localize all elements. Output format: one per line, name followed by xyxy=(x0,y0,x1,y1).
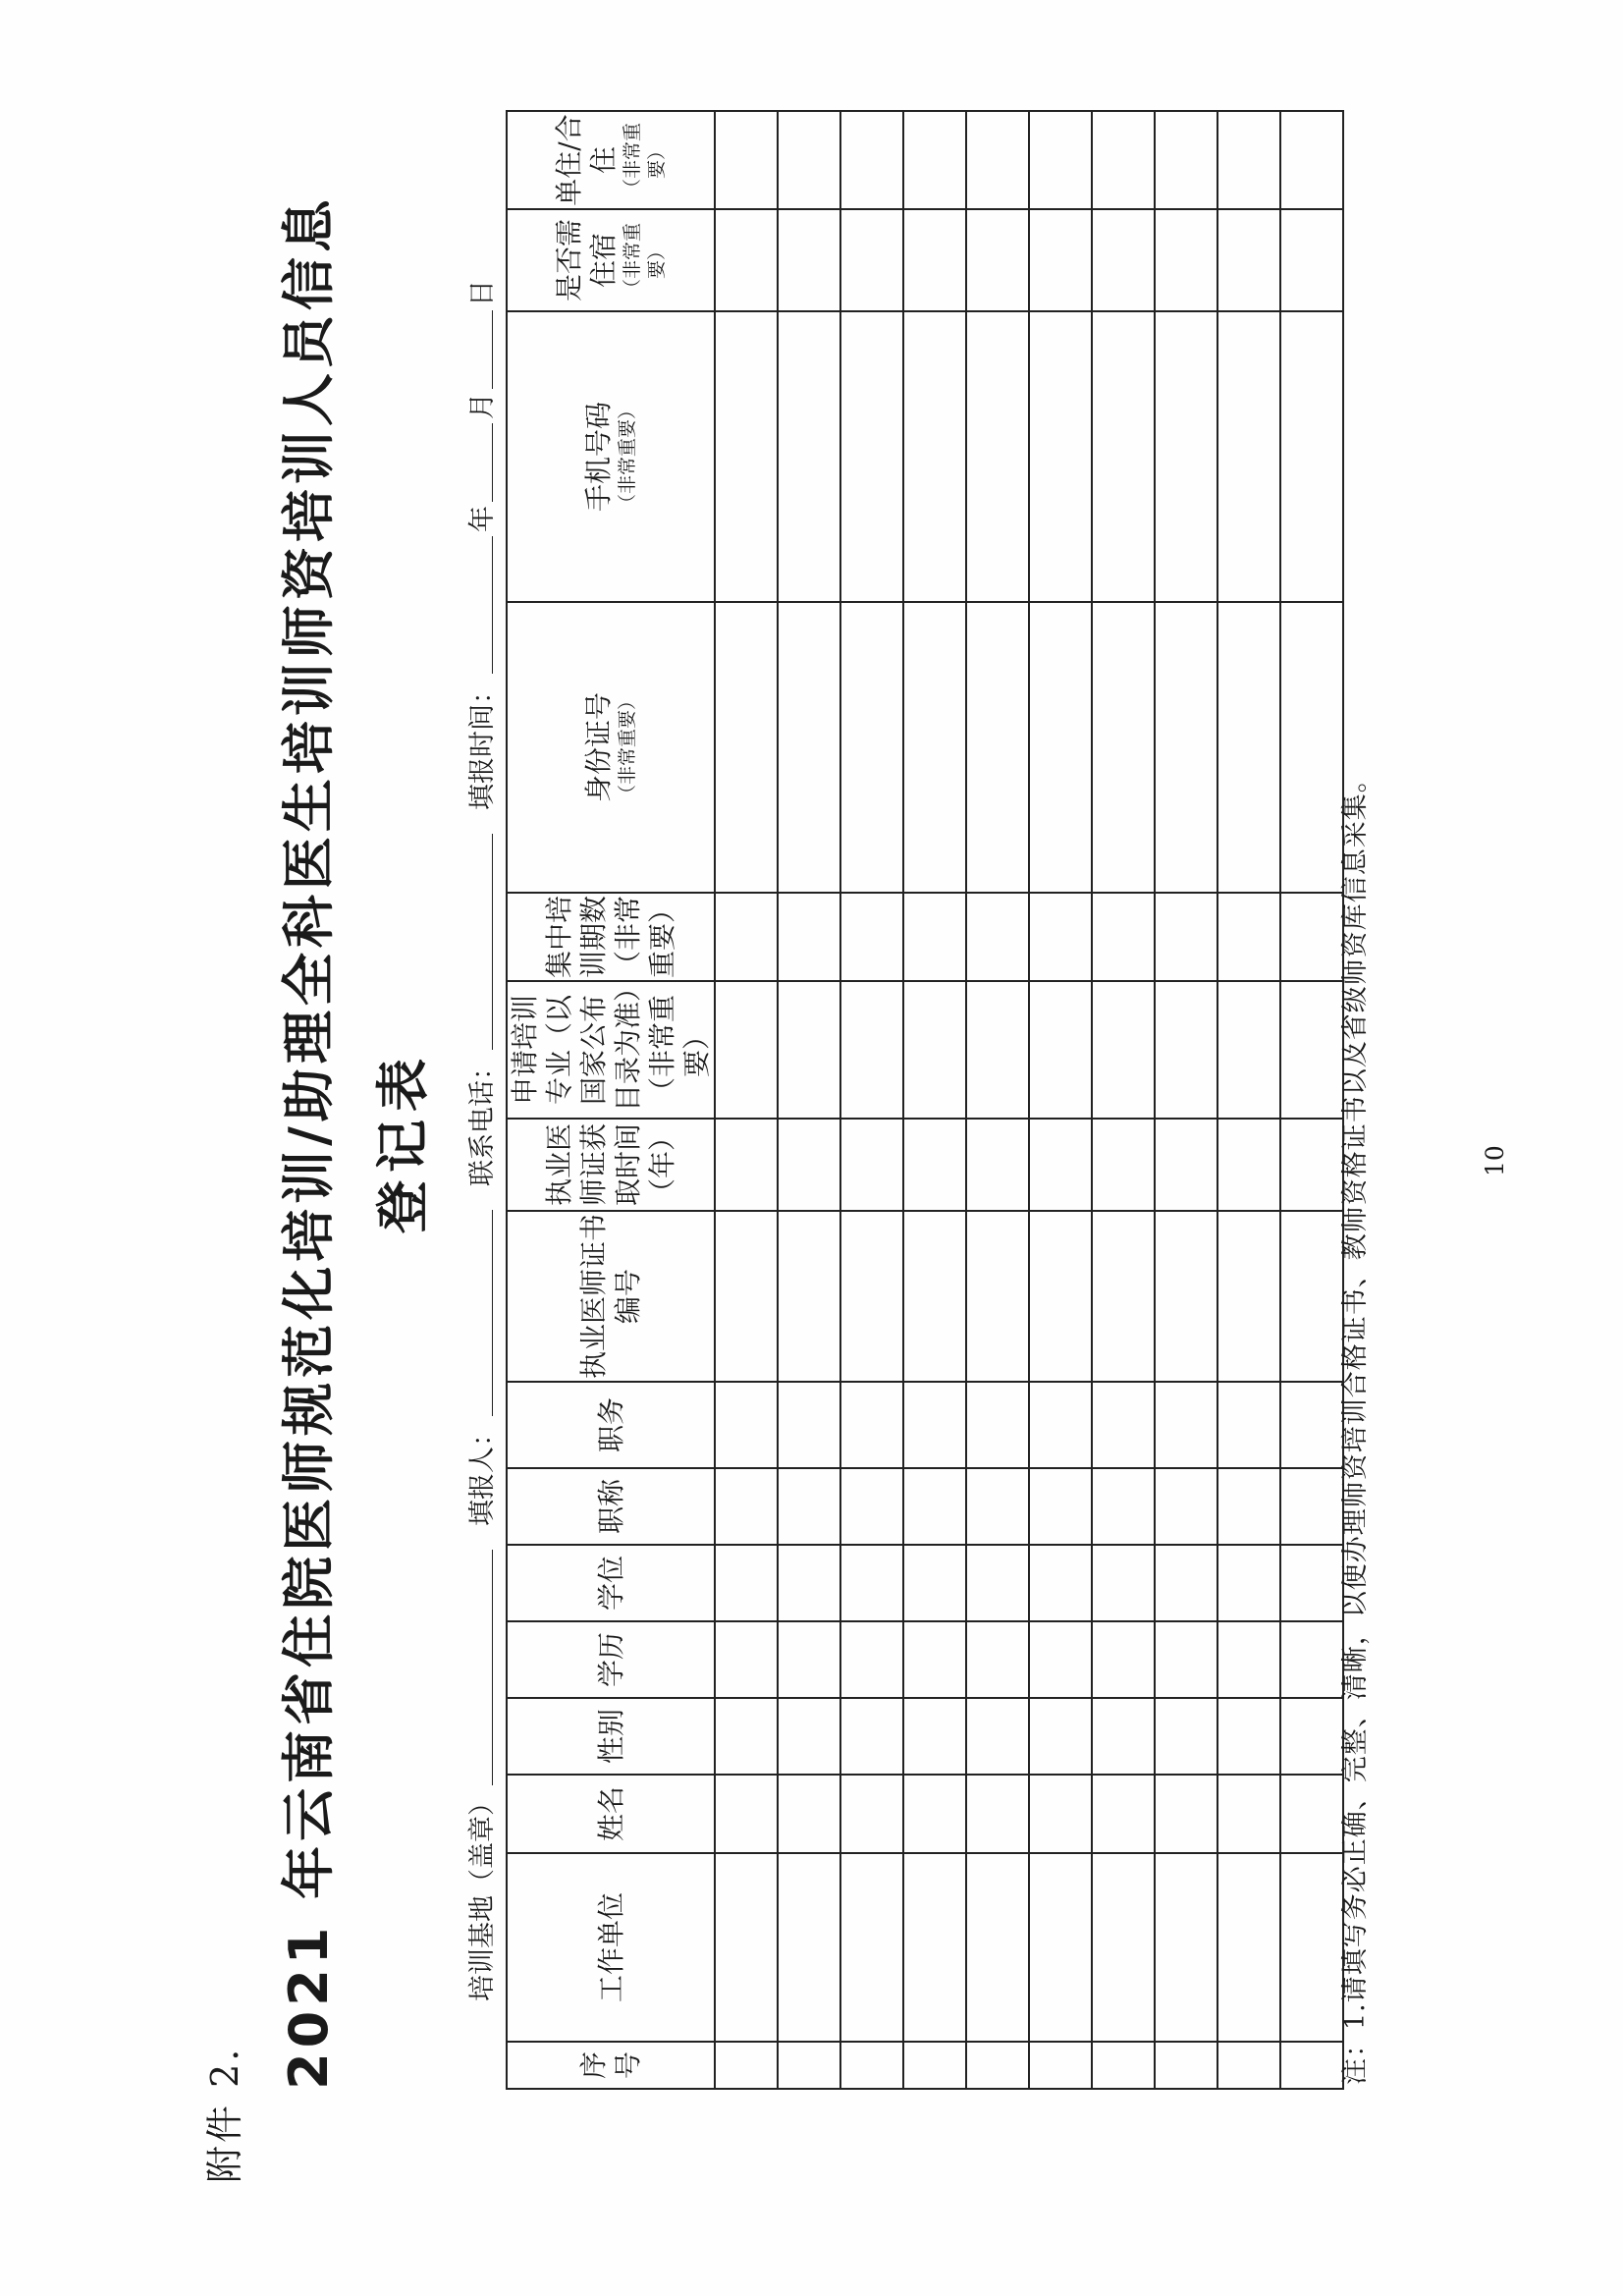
header-cell xyxy=(507,1468,715,1545)
table-cell[interactable] xyxy=(1155,1698,1217,1775)
table-cell[interactable] xyxy=(903,209,966,311)
table-cell[interactable] xyxy=(1155,1211,1217,1382)
table-row xyxy=(1155,111,1217,2089)
table-cell[interactable] xyxy=(1217,311,1280,602)
table-cell[interactable] xyxy=(778,981,840,1119)
header-main-label: 职称 xyxy=(594,1479,627,1535)
attachment-label: 附件 2. xyxy=(203,2046,246,2183)
table-cell[interactable] xyxy=(1092,893,1155,981)
table-cell[interactable] xyxy=(1217,1545,1280,1621)
table-cell[interactable] xyxy=(903,893,966,981)
table-row xyxy=(1029,111,1092,2089)
table-row xyxy=(840,111,903,2089)
table-cell[interactable] xyxy=(840,2042,903,2089)
table-cell[interactable] xyxy=(1217,1382,1280,1468)
table-cell[interactable] xyxy=(778,1468,840,1545)
table-cell[interactable] xyxy=(1029,602,1092,893)
table-cell[interactable] xyxy=(1217,2042,1280,2089)
table-cell[interactable] xyxy=(715,1468,778,1545)
table-cell[interactable] xyxy=(1029,1775,1092,1853)
table-cell[interactable] xyxy=(715,1775,778,1853)
table-cell[interactable] xyxy=(715,1119,778,1211)
header-main-label: 姓名 xyxy=(594,1786,627,1842)
header-cell xyxy=(507,311,715,602)
header-main-label: 申请培训专业（以国家公布目录为准）（非常重要） xyxy=(509,988,713,1113)
table-cell[interactable] xyxy=(1092,981,1155,1119)
table-cell[interactable] xyxy=(966,1382,1029,1468)
table-cell[interactable] xyxy=(1092,111,1155,209)
table-cell[interactable] xyxy=(903,981,966,1119)
table-cell[interactable] xyxy=(1217,209,1280,311)
table-cell[interactable] xyxy=(1029,2042,1092,2089)
table-cell[interactable] xyxy=(966,602,1029,893)
table-row xyxy=(715,111,778,2089)
table-cell[interactable] xyxy=(715,111,778,209)
table-cell[interactable] xyxy=(1092,311,1155,602)
table-cell[interactable] xyxy=(1029,893,1092,981)
header-main-label: 性别 xyxy=(594,1709,627,1765)
table-cell[interactable] xyxy=(1029,1382,1092,1468)
table-row xyxy=(778,111,840,2089)
header-cell xyxy=(507,1119,715,1211)
table-cell[interactable] xyxy=(778,1382,840,1468)
table-cell[interactable] xyxy=(1092,602,1155,893)
table-cell[interactable] xyxy=(715,1621,778,1698)
table-cell[interactable] xyxy=(903,2042,966,2089)
table-cell[interactable] xyxy=(1217,1775,1280,1853)
table-cell[interactable] xyxy=(715,1382,778,1468)
table-row xyxy=(1217,111,1280,2089)
table-cell[interactable] xyxy=(1092,1382,1155,1468)
table-cell[interactable] xyxy=(715,1211,778,1382)
table-cell[interactable] xyxy=(1155,981,1217,1119)
header-cell xyxy=(507,1382,715,1468)
table-cell[interactable] xyxy=(1217,111,1280,209)
table-cell[interactable] xyxy=(966,1211,1029,1382)
header-sub-label: （非常重要） xyxy=(617,691,639,804)
table-cell[interactable] xyxy=(1092,1698,1155,1775)
table-cell[interactable] xyxy=(966,981,1029,1119)
header-main-label: 职务 xyxy=(594,1397,627,1453)
table-cell[interactable] xyxy=(1155,1545,1217,1621)
table-cell[interactable] xyxy=(715,602,778,893)
table-cell[interactable] xyxy=(778,111,840,209)
table-row xyxy=(903,111,966,2089)
fill-fields-row xyxy=(460,155,499,2001)
table-cell[interactable] xyxy=(1155,209,1217,311)
table-cell[interactable] xyxy=(966,1119,1029,1211)
table-cell[interactable] xyxy=(1029,1211,1092,1382)
header-sub-label: （非常重要） xyxy=(622,223,668,299)
reporter-blank[interactable] xyxy=(462,1210,493,1416)
day-label: 日 xyxy=(467,280,498,306)
table-cell[interactable] xyxy=(1280,111,1343,209)
header-cell xyxy=(507,893,715,981)
header-main-label: 是否需住宿 xyxy=(553,219,621,302)
table-cell[interactable] xyxy=(1029,981,1092,1119)
header-main-label: 序号 xyxy=(577,2051,644,2080)
table-cell[interactable] xyxy=(840,981,903,1119)
table-cell[interactable] xyxy=(1092,1211,1155,1382)
table-row xyxy=(1092,111,1155,2089)
table-cell[interactable] xyxy=(1155,602,1217,893)
table-cell[interactable] xyxy=(1155,1853,1217,2042)
table-cell[interactable] xyxy=(715,1853,778,2042)
table-cell[interactable] xyxy=(1029,1621,1092,1698)
table-cell[interactable] xyxy=(1217,893,1280,981)
table-cell[interactable] xyxy=(903,1853,966,2042)
table-cell[interactable] xyxy=(840,1545,903,1621)
table-row xyxy=(966,111,1029,2089)
table-cell[interactable] xyxy=(1155,893,1217,981)
header-main-label: 执业医师证获取时间（年） xyxy=(543,1123,678,1207)
table-cell[interactable] xyxy=(903,1775,966,1853)
year-label: 年 xyxy=(467,506,498,532)
table-cell[interactable] xyxy=(840,893,903,981)
day-blank[interactable] xyxy=(462,310,493,389)
table-cell[interactable] xyxy=(1217,1698,1280,1775)
header-main-label: 集中培训期数（非常重要） xyxy=(543,896,678,979)
table-cell[interactable] xyxy=(1217,1211,1280,1382)
table-cell[interactable] xyxy=(840,1382,903,1468)
footnote: 注：1.请填写务必正确、完整、清晰，以便办理师资培训合格证书、教师资格证书以及省级师资库信息采集。 xyxy=(1340,765,1371,2085)
table-cell[interactable] xyxy=(715,981,778,1119)
table-cell[interactable] xyxy=(1092,1545,1155,1621)
table-cell[interactable] xyxy=(778,602,840,893)
table-cell[interactable] xyxy=(966,209,1029,311)
table-cell[interactable] xyxy=(840,1698,903,1775)
month-label: 月 xyxy=(467,393,498,419)
training-base-blank[interactable] xyxy=(462,1550,493,1785)
table-cell[interactable] xyxy=(778,1621,840,1698)
table-cell[interactable] xyxy=(1155,1119,1217,1211)
table-cell[interactable] xyxy=(966,311,1029,602)
header-main-label: 工作单位 xyxy=(594,1892,627,2003)
table-cell[interactable] xyxy=(840,602,903,893)
header-cell xyxy=(507,1698,715,1775)
header-cell xyxy=(507,1853,715,2042)
table-cell[interactable] xyxy=(966,1698,1029,1775)
table-cell[interactable] xyxy=(1092,1853,1155,2042)
table-cell[interactable] xyxy=(1217,602,1280,893)
header-cell xyxy=(507,209,715,311)
table-cell[interactable] xyxy=(1092,1468,1155,1545)
table-cell[interactable] xyxy=(1155,1621,1217,1698)
phone-label: 联系电话： xyxy=(467,1054,498,1186)
table-cell[interactable] xyxy=(1029,1468,1092,1545)
table-cell[interactable] xyxy=(778,1545,840,1621)
registration-table xyxy=(506,110,1344,2090)
table-cell[interactable] xyxy=(966,1468,1029,1545)
header-main-label: 学历 xyxy=(594,1632,627,1688)
page-number: 10 xyxy=(1481,1145,1509,1176)
fill-time-label: 填报时间： xyxy=(467,678,498,810)
table-cell[interactable] xyxy=(1029,111,1092,209)
table-cell[interactable] xyxy=(903,1119,966,1211)
table-cell[interactable] xyxy=(840,209,903,311)
header-sub-label: （非常重要） xyxy=(617,401,639,514)
header-main-label: 执业医师证书编号 xyxy=(577,1214,644,1380)
table-cell[interactable] xyxy=(1092,1621,1155,1698)
table-cell[interactable] xyxy=(840,311,903,602)
header-main-label: 学位 xyxy=(594,1556,627,1612)
table-cell[interactable] xyxy=(778,1119,840,1211)
header-cell xyxy=(507,1545,715,1621)
table-cell[interactable] xyxy=(903,1698,966,1775)
table-cell[interactable] xyxy=(715,311,778,602)
table-cell[interactable] xyxy=(778,311,840,602)
table-cell[interactable] xyxy=(1092,1119,1155,1211)
table-cell[interactable] xyxy=(903,311,966,602)
document-subtitle: 登记表 xyxy=(372,1051,434,1233)
table-cell[interactable] xyxy=(903,1621,966,1698)
table-cell[interactable] xyxy=(903,1382,966,1468)
table-cell[interactable] xyxy=(966,1545,1029,1621)
table-cell[interactable] xyxy=(966,2042,1029,2089)
header-cell xyxy=(507,1211,715,1382)
table-cell[interactable] xyxy=(1155,111,1217,209)
table-cell[interactable] xyxy=(778,1211,840,1382)
table-cell[interactable] xyxy=(715,893,778,981)
document-title: 2021 年云南省住院医师规范化培训/助理全科医生培训师资培训人员信息 xyxy=(278,194,340,2090)
table-cell[interactable] xyxy=(778,1698,840,1775)
table-cell[interactable] xyxy=(1155,311,1217,602)
table-cell[interactable] xyxy=(966,111,1029,209)
table-cell[interactable] xyxy=(903,1545,966,1621)
table-cell[interactable] xyxy=(903,1211,966,1382)
table-cell[interactable] xyxy=(778,1775,840,1853)
table-cell[interactable] xyxy=(1029,1545,1092,1621)
header-cell xyxy=(507,111,715,209)
table-cell[interactable] xyxy=(1280,209,1343,311)
table-cell[interactable] xyxy=(840,1775,903,1853)
table-cell[interactable] xyxy=(1029,209,1092,311)
training-base-label: 培训基地（盖章） xyxy=(467,1789,498,2001)
table-cell[interactable] xyxy=(1280,311,1343,602)
header-main-label: 手机号码 xyxy=(582,402,616,513)
table-cell[interactable] xyxy=(1155,1382,1217,1468)
table-cell[interactable] xyxy=(966,1621,1029,1698)
year-blank[interactable] xyxy=(462,536,493,674)
table-cell[interactable] xyxy=(1155,2042,1217,2089)
table-cell[interactable] xyxy=(840,1468,903,1545)
table-cell[interactable] xyxy=(1217,1621,1280,1698)
table-cell[interactable] xyxy=(966,1775,1029,1853)
header-cell xyxy=(507,1775,715,1853)
table-cell[interactable] xyxy=(966,1853,1029,2042)
header-main-label: 单住/合住 xyxy=(553,114,621,206)
table-cell[interactable] xyxy=(1092,1775,1155,1853)
table-cell[interactable] xyxy=(715,209,778,311)
table-cell[interactable] xyxy=(903,111,966,209)
header-cell xyxy=(507,602,715,893)
month-blank[interactable] xyxy=(462,423,493,502)
table-cell[interactable] xyxy=(1155,1775,1217,1853)
header-cell xyxy=(507,981,715,1119)
table-cell[interactable] xyxy=(778,209,840,311)
table-cell[interactable] xyxy=(1217,981,1280,1119)
table-cell[interactable] xyxy=(715,1698,778,1775)
header-cell xyxy=(507,1621,715,1698)
table-cell[interactable] xyxy=(903,1468,966,1545)
table-cell[interactable] xyxy=(778,893,840,981)
table-cell[interactable] xyxy=(715,1545,778,1621)
table-cell[interactable] xyxy=(1029,1698,1092,1775)
reporter-label: 填报人： xyxy=(467,1420,498,1526)
table-cell[interactable] xyxy=(1217,1468,1280,1545)
table-cell[interactable] xyxy=(840,1853,903,2042)
table-cell[interactable] xyxy=(966,893,1029,981)
table-cell[interactable] xyxy=(840,1119,903,1211)
table-cell[interactable] xyxy=(778,1853,840,2042)
table-cell[interactable] xyxy=(1029,1853,1092,2042)
table-cell[interactable] xyxy=(1217,1119,1280,1211)
table-cell[interactable] xyxy=(840,1211,903,1382)
header-main-label: 身份证号 xyxy=(582,692,616,803)
table-cell[interactable] xyxy=(1155,1468,1217,1545)
table-cell[interactable] xyxy=(1092,2042,1155,2089)
table-cell[interactable] xyxy=(840,1621,903,1698)
table-cell[interactable] xyxy=(1092,209,1155,311)
table-cell[interactable] xyxy=(778,2042,840,2089)
phone-blank[interactable] xyxy=(462,834,493,1050)
table-cell[interactable] xyxy=(903,602,966,893)
table-cell[interactable] xyxy=(1029,1119,1092,1211)
table-header-row xyxy=(507,111,715,2089)
table-cell[interactable] xyxy=(715,2042,778,2089)
table-cell[interactable] xyxy=(840,111,903,209)
table-cell[interactable] xyxy=(1217,1853,1280,2042)
table-cell[interactable] xyxy=(1029,311,1092,602)
header-sub-label: （非常重要） xyxy=(622,123,668,198)
header-cell xyxy=(507,2042,715,2089)
